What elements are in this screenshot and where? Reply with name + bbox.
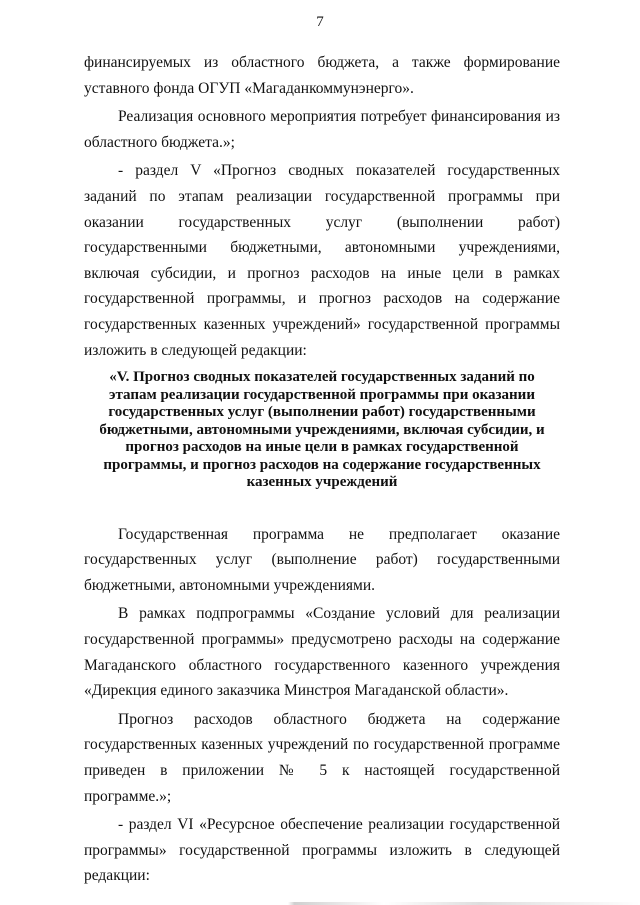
- paragraph-2: Реализация основного мероприятия потребует финансирования из областного бюджета.»;: [84, 108, 560, 151]
- paragraph-4: Государственная программа не предполагает оказание государственных услуг (выполнение работ) государственными бюджетными, автономными учреждениями.: [84, 525, 560, 594]
- paragraph-1: финансируемых из областного бюджета, а также формирование уставного фонда ОГУП «Магаданкоммунэнерго».: [84, 54, 560, 97]
- paragraph-7: - раздел VI «Ресурсное обеспечение реализации государственной программы» государственной программы изложить в следующей редакции:: [84, 816, 560, 885]
- page-number: 7: [316, 14, 324, 30]
- paragraph-6: Прогноз расходов областного бюджета на содержание государственных казенных учреждений по государственной программе приведен в приложении № 5 к настоящей государственной программе.»;: [84, 710, 560, 805]
- section-heading: «V. Прогноз сводных показателей государственных заданий по этапам реализации государственной программы при оказании государственных услуг (выполнении работ) государственными бюджетными, автономными учреждениями, включая субсидии, и прогноз расходов на иные цели в рамках государственной программы, и прогноз расходов на содержание государственных казенных учреждений: [99, 369, 545, 491]
- paragraph-5: В рамках подпрограммы «Создание условий для реализации государственной программы» предусмотрено расходы на содержание Магаданского областного государственного казенного учреждения «Дирекция единого заказчика Минстроя Магаданской области».: [84, 605, 560, 700]
- document-body: [84, 50, 560, 889]
- paragraph-3: - раздел V «Прогноз сводных показателей государственных заданий по этапам реализации государственной программы при оказании государственных услуг (выполнении работ) государственными бюджетными, автономными учреждениями, включая субсидии, и прогноз расходов на иные цели в рамках государственной программы, и прогноз расходов на содержание государственных казенных учреждений» государственной программы изложить в следующей редакции:: [84, 162, 560, 359]
